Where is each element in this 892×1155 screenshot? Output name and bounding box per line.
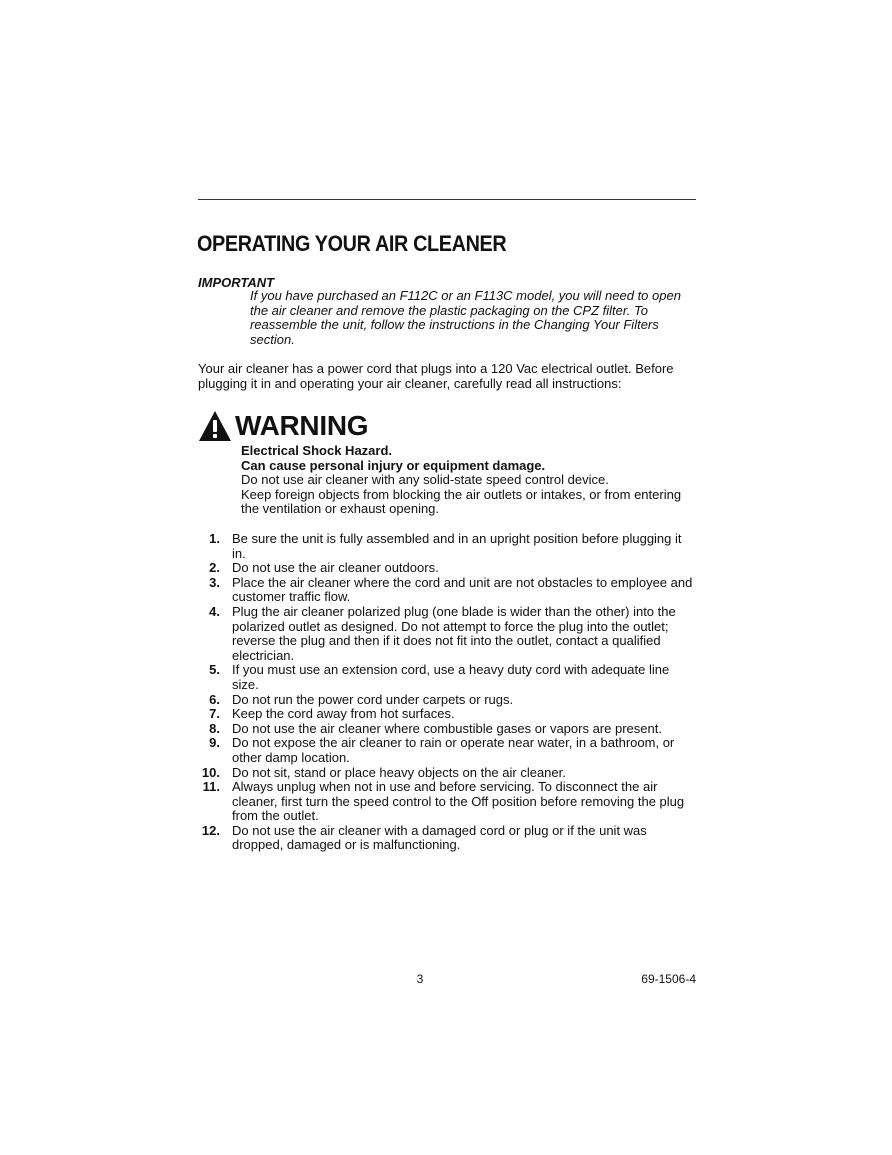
list-item <box>198 576 696 605</box>
list-item <box>198 780 696 824</box>
step-number: 8. <box>209 720 220 736</box>
step-text: Do not sit, stand or place heavy objects on the air cleaner. <box>232 764 566 780</box>
list-item <box>198 824 696 853</box>
step-number: 12. <box>201 822 220 838</box>
document-number: 69-1506-4 <box>641 972 696 986</box>
step-number: 9. <box>209 735 220 751</box>
warning-damage-line: Can cause personal injury or equipment damage. <box>241 457 546 473</box>
warning-body <box>241 444 696 517</box>
step-number: 3. <box>209 574 220 590</box>
step-text: Do not use the air cleaner outdoors. <box>232 560 439 576</box>
top-divider <box>198 199 696 200</box>
step-text: Be sure the unit is fully assembled and in an upright position before plugging it in. <box>232 531 682 561</box>
important-note: If you have purchased an F112C or an F113C model, you will need to open the air cleaner and remove the plastic packaging on the CPZ filter. To reassemble the unit, follow the instructions in the Changing Your Filters section. <box>250 288 681 347</box>
step-number: 7. <box>209 706 220 722</box>
list-item <box>198 532 696 561</box>
list-item <box>198 736 696 765</box>
page-number: 3 <box>416 972 424 986</box>
step-text: Plug the air cleaner polarized plug (one blade is wider than the other) into the polarized outlet as designed. Do not attempt to force the plug into the outlet; reverse the plug and then if it does not fit into the outlet, contact a qualified electrician. <box>232 603 676 663</box>
step-number: 10. <box>201 764 220 780</box>
list-item <box>198 707 696 722</box>
list-item <box>198 766 696 781</box>
step-text: Do not use the air cleaner with a damaged cord or plug or if the unit was dropped, damaged or is malfunctioning. <box>232 822 647 853</box>
step-text: Do not use the air cleaner where combustible gases or vapors are present. <box>232 720 662 736</box>
list-item <box>198 561 696 576</box>
warning-hazard-line: Electrical Shock Hazard. <box>241 443 393 458</box>
step-number: 6. <box>209 691 220 707</box>
step-number: 1. <box>209 531 220 546</box>
warning-speed-control-line: Do not use air cleaner with any solid-state speed control device. <box>241 472 609 488</box>
step-number: 2. <box>209 560 220 576</box>
list-item <box>198 693 696 708</box>
step-text: Do not run the power cord under carpets or rugs. <box>232 691 514 707</box>
step-text: If you must use an extension cord, use a heavy duty cord with adequate line size. <box>232 662 670 692</box>
step-text: Always unplug when not in use and before servicing. To disconnect the air cleaner, first turn the speed control to the Off position before removing the plug from the outlet. <box>232 779 685 824</box>
step-text: Keep the cord away from hot surfaces. <box>232 706 455 722</box>
warning-header <box>198 408 368 444</box>
warning-title: WARNING <box>235 410 369 441</box>
warning-foreign-objects-line: Keep foreign objects from blocking the air outlets or intakes, or from entering the ventilation or exhaust opening. <box>241 486 682 517</box>
intro-paragraph: Your air cleaner has a power cord that plugs into a 120 Vac electrical outlet. Before plugging it in and operating your air cleaner, carefully read all instructions: <box>198 361 674 391</box>
important-label: IMPORTANT <box>198 275 275 290</box>
list-item <box>198 605 696 663</box>
step-number: 4. <box>209 603 220 619</box>
step-number: 5. <box>209 662 220 678</box>
step-text: Place the air cleaner where the cord and unit are not obstacles to employee and customer traffic flow. <box>232 574 693 605</box>
list-item <box>198 722 696 737</box>
warning-triangle-icon <box>198 410 232 442</box>
list-item <box>198 663 696 692</box>
page-title: OPERATING YOUR AIR CLEANER <box>197 231 507 256</box>
instruction-list <box>198 532 696 853</box>
step-text: Do not expose the air cleaner to rain or operate near water, in a bathroom, or other damp location. <box>232 735 675 765</box>
step-number: 11. <box>202 779 220 795</box>
